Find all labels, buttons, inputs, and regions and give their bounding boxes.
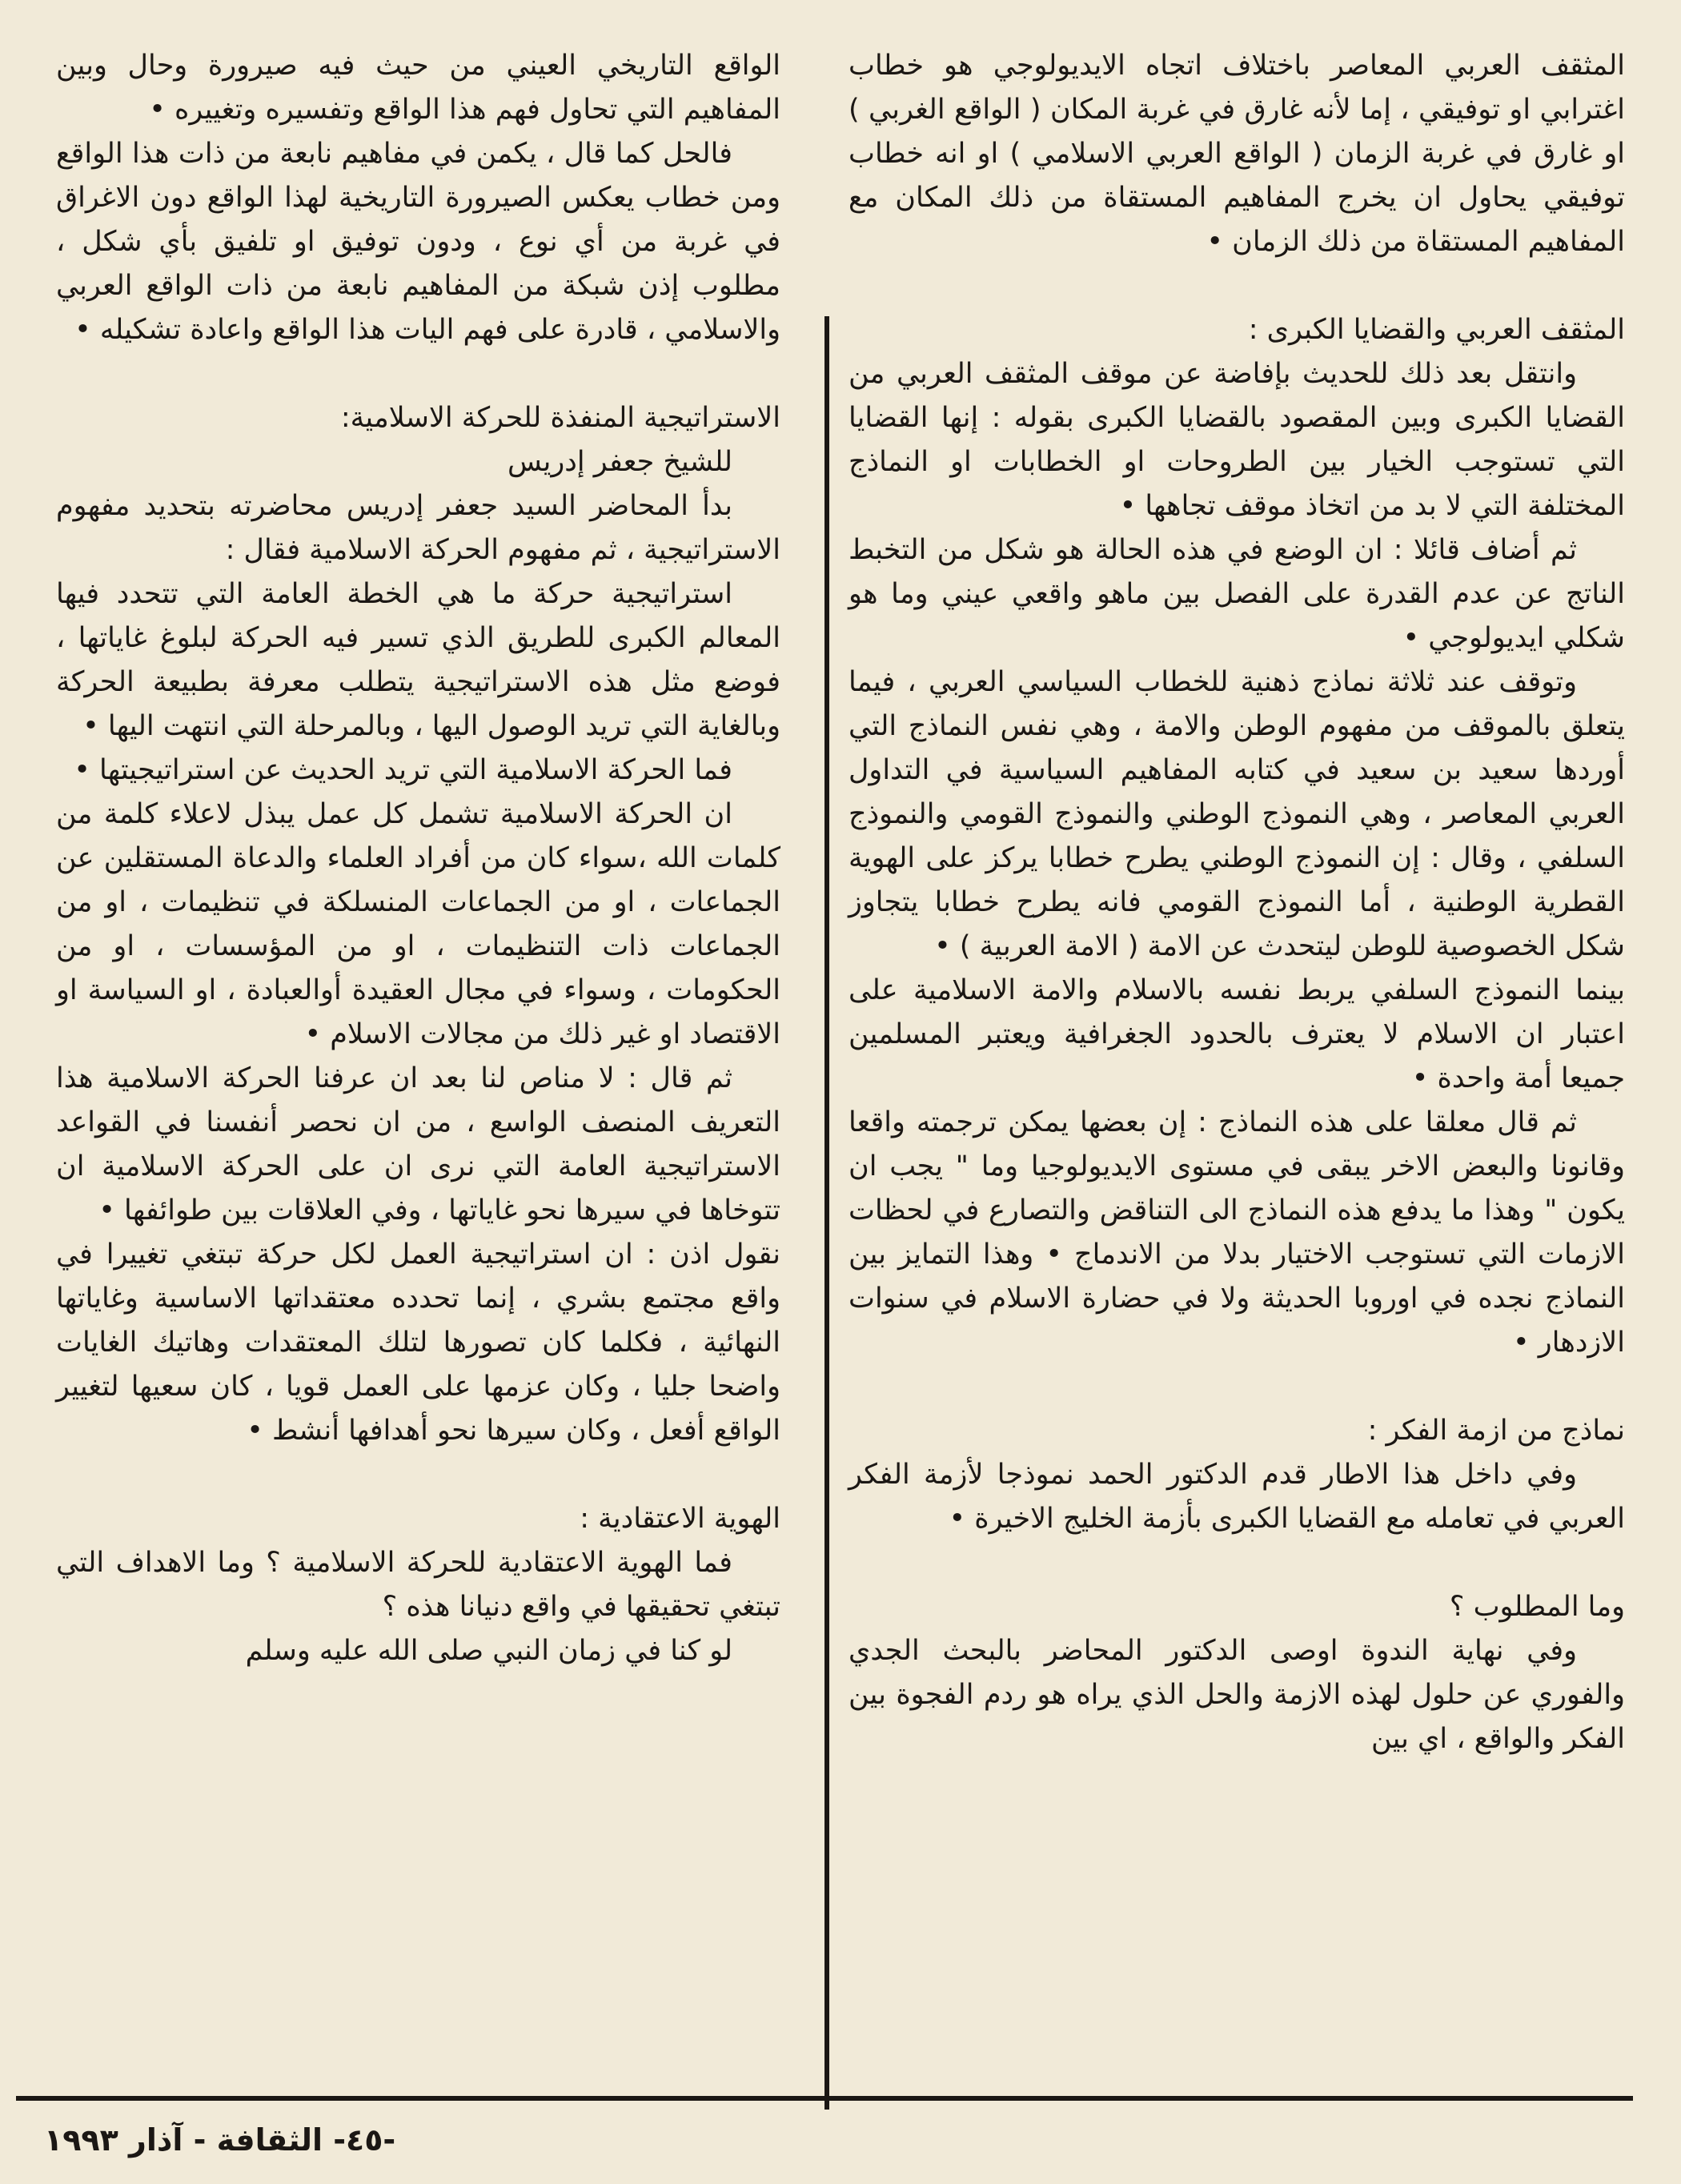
section-subheading: للشيخ جعفر إدريس xyxy=(508,446,732,478)
paragraph: فما الحركة الاسلامية التي تريد الحديث عن استراتيجيتها • xyxy=(74,754,732,786)
paragraph: المثقف العربي المعاصر باختلاف اتجاه الايديولوجي هو خطاب اغترابي او توفيقي ، إما لأنه غارق في غربة المكان ( الواقع الغربي ) او غارق في غربة الزمان ( الواقع العربي الاسلامي ) او انه خطاب توفيقي يحاول ان يخرج المفاهيم المستقاة من ذلك المكان مع المفاهيم المستقاة من ذلك الزمان • xyxy=(849,50,1625,258)
paragraph: ثم قال معلقا على هذه النماذج : إن بعضها يمكن ترجمته واقعا وقانونا والبعض الاخر يبقى في مستوى الايديولوجيا وما " يجب ان يكون " وهذا ما يدفع هذه النماذج الى التناقض والتصارع في لحظات الازمات التي تستوجب الاختيار بدلا من الاندماج • وهذا التمايز بين النماذج نجده في اوروبا الحديثة ولا في حضارة الاسلام في سنوات الازدهار • xyxy=(849,1106,1625,1359)
paragraph: لو كنا في زمان النبي صلى الله عليه وسلم xyxy=(245,1635,732,1667)
paragraph: فالحل كما قال ، يكمن في مفاهيم نابعة من ذات هذا الواقع ومن خطاب يعكس الصيرورة التاريخية لهذا الواقع دون الاغراق في غربة من أي نوع ، ودون توفيق او تلفيق بأي شكل ، مطلوب إذن شبكة من المفاهيم نابعة من ذات الواقع العربي والاسلامي ، قادرة على فهم اليات هذا الواقع واعادة تشكيله • xyxy=(56,138,780,346)
section-heading: المثقف العربي والقضايا الكبرى : xyxy=(1248,314,1625,346)
paragraph: وتوقف عند ثلاثة نماذج ذهنية للخطاب السياسي العربي ، فيما يتعلق بالموقف من مفهوم الوطن والامة ، وهي نفس النماذج التي أوردها سعيد بن سعيد في كتابه المفاهيم السياسية في التداول العربي المعاصر ، وهي النموذج الوطني والنموذج القومي والنموذج السلفي ، وقال : إن النموذج الوطني يطرح خطابا يركز على الهوية القطرية الوطنية ، أما النموذج القومي فانه يطرح خطابا يتجاوز شكل الخصوصية للوطن ليتحدث عن الامة ( الامة العربية ) • xyxy=(849,666,1625,962)
paragraph: الواقع التاريخي العيني من حيث فيه صيرورة وحال وبين المفاهيم التي تحاول فهم هذا الواقع وتفسيره وتغييره • xyxy=(56,50,780,126)
paragraph: فما الهوية الاعتقادية للحركة الاسلامية ؟ وما الاهداف التي تبتغي تحقيقها في واقع دنيانا هذه ؟ xyxy=(56,1547,780,1623)
section-heading: الهوية الاعتقادية : xyxy=(580,1503,780,1535)
left-column xyxy=(56,44,780,1673)
paragraph: ان الحركة الاسلامية تشمل كل عمل يبذل لاعلاء كلمة من كلمات الله ،سواء كان من أفراد العلماء والدعاة المستقلين عن الجماعات ، او من الجماعات المنسلكة في تنظيمات ، او من الجماعات ذات التنظيمات ، او من المؤسسات ، او من الحكومات ، وسواء في مجال العقيدة أوالعبادة ، او السياسة او الاقتصاد او غير ذلك من مجالات الاسلام • xyxy=(56,798,780,1050)
paragraph: وفي نهاية الندوة اوصى الدكتور المحاضر بالبحث الجدي والفوري عن حلول لهذه الازمة والحل الذي يراه هو ردم الفجوة بين الفكر والواقع ، اي بين xyxy=(849,1635,1625,1755)
page-footer: -٤٥- الثقافة - آذار ١٩٩٣ xyxy=(44,2122,396,2158)
paragraph: بدأ المحاضر السيد جعفر إدريس محاضرته بتحديد مفهوم الاستراتيجية ، ثم مفهوم الحركة الاسلامية فقال : xyxy=(56,490,780,566)
paragraph: نقول اذن : ان استراتيجية العمل لكل حركة تبتغي تغييرا في واقع مجتمع بشري ، إنما تحدده معتقداتها الاساسية وغاياتها النهائية ، فكلما كان تصورها لتلك المعتقدات وهاتيك الغايات واضحا جليا ، وكان عزمها على العمل قويا ، كان سعيها لتغيير الواقع أفعل ، وكان سيرها نحو أهدافها أنشط • xyxy=(56,1239,780,1447)
paragraph: ثم أضاف قائلا : ان الوضع في هذه الحالة هو شكل من التخبط الناتج عن عدم القدرة على الفصل بين ماهو واقعي عيني وما هو شكلي ايديولوجي • xyxy=(849,534,1625,654)
paragraph: استراتيجية حركة ما هي الخطة العامة التي تتحدد فيها المعالم الكبرى للطريق الذي تسير فيه الحركة لبلوغ غاياتها ، فوضع مثل هذه الاستراتيجية يتطلب معرفة بطبيعة الحركة وبالغاية التي تريد الوصول اليها ، وبالمرحلة التي انتهت اليها • xyxy=(56,578,780,742)
section-heading: الاستراتيجية المنفذة للحركة الاسلامية: xyxy=(340,402,780,434)
section-heading: وما المطلوب ؟ xyxy=(1449,1591,1625,1623)
right-column xyxy=(849,44,1625,1761)
column-divider xyxy=(824,316,829,2110)
paragraph: بينما النموذج السلفي يربط نفسه بالاسلام والامة الاسلامية على اعتبار ان الاسلام لا يعترف بالحدود الجغرافية ويعتبر المسلمين جميعا أمة واحدة • xyxy=(849,974,1625,1094)
bottom-rule xyxy=(16,2096,1633,2101)
paragraph: وانتقل بعد ذلك للحديث بإفاضة عن موقف المثقف العربي من القضايا الكبرى وبين المقصود بالقضايا الكبرى بقوله : إنها القضايا التي تستوجب الخيار بين الطروحات او الخطابات او النماذج المختلفة التي لا بد من اتخاذ موقف تجاهها • xyxy=(849,358,1625,522)
paragraph: وفي داخل هذا الاطار قدم الدكتور الحمد نموذجا لأزمة الفكر العربي في تعامله مع القضايا الكبرى بأزمة الخليج الاخيرة • xyxy=(849,1459,1625,1535)
paragraph: ثم قال : لا مناص لنا بعد ان عرفنا الحركة الاسلامية هذا التعريف المنصف الواسع ، من ان نحصر أنفسنا في القواعد الاستراتيجية العامة التي نرى ان على الحركة الاسلامية ان تتوخاها في سيرها نحو غاياتها ، وفي العلاقات بين طوائفها • xyxy=(56,1062,780,1226)
section-heading: نماذج من ازمة الفكر : xyxy=(1367,1415,1625,1447)
